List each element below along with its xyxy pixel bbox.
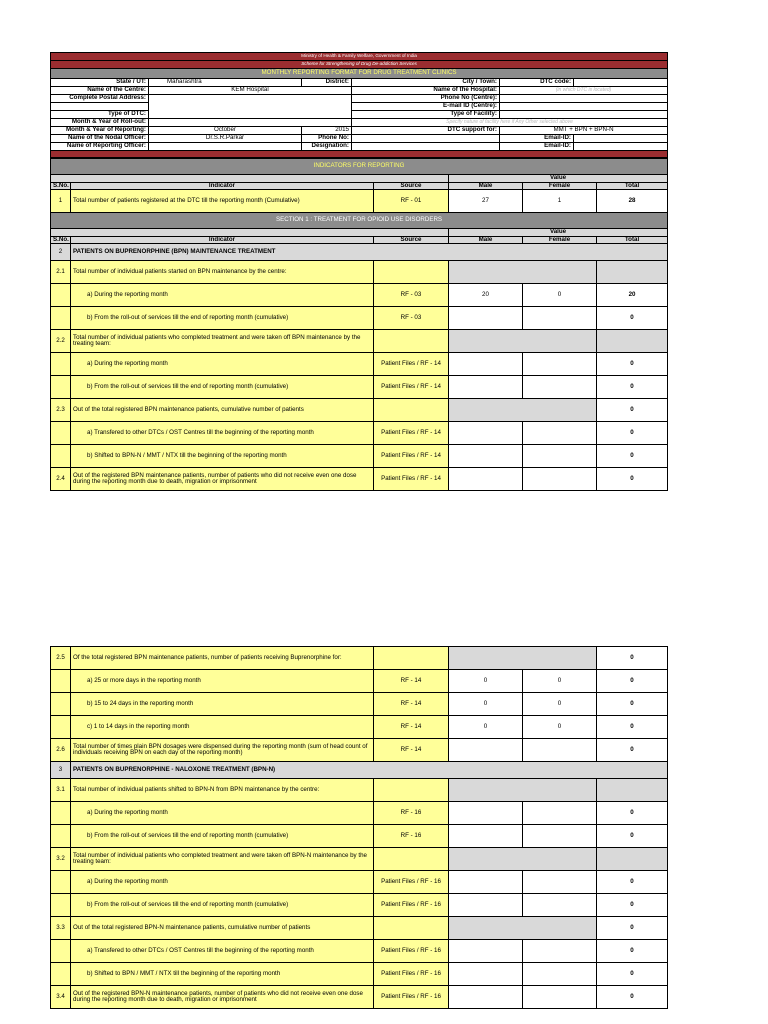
row-source: Patient Files / RF - 16 [374, 940, 449, 963]
row-total: 0 [597, 468, 668, 491]
row-sno: 3.2 [51, 848, 71, 871]
row-total: 0 [597, 376, 668, 399]
row-source: Patient Files / RF - 14 [374, 422, 449, 445]
source-header-2: Source [374, 236, 449, 244]
type-facility-value[interactable] [500, 111, 668, 119]
row-value-blank [449, 330, 597, 353]
centre-value[interactable]: KEM Hospital [149, 87, 352, 95]
row-female[interactable] [523, 445, 597, 468]
row-indicator: b) Shifted to BPN / MMT / NTX till the beginning of the reporting month [71, 963, 374, 986]
row-female[interactable] [523, 353, 597, 376]
row-sno [51, 693, 71, 716]
row-female[interactable]: 1 [523, 190, 597, 213]
row-indicator: a) Transfered to other DTCs / OST Centres till the beginning of the reporting month [71, 940, 374, 963]
row-source: RF - 14 [374, 693, 449, 716]
row-value-blank [449, 647, 597, 670]
row-indicator: a) During the reporting month [71, 353, 374, 376]
row-value-blank [449, 261, 597, 284]
type-facility-label: Type of Facility: [352, 111, 500, 119]
designation-value[interactable] [352, 143, 500, 151]
row-female[interactable] [523, 940, 597, 963]
group-title: PATIENTS ON BUPRENORPHINE - NALOXONE TREATMENT (BPN-N) [71, 762, 668, 779]
phone-no-label: Phone No: [302, 135, 352, 143]
row-indicator: a) During the reporting month [71, 802, 374, 825]
row-value-blank [449, 399, 597, 422]
row-female[interactable]: 0 [523, 670, 597, 693]
row-sno: 3.4 [51, 986, 71, 1009]
table-row [51, 894, 668, 917]
row-sno [51, 284, 71, 307]
district-label: District: [302, 79, 352, 87]
row-total [597, 779, 668, 802]
row-indicator: Out of the registered BPN-N maintenance patients, number of patients who did not receive even one dose during the reporting month due to death, migration or imprisonment [71, 986, 374, 1009]
row-male[interactable]: 0 [449, 716, 523, 739]
centre-label: Name of the Centre: [51, 87, 149, 95]
row-female[interactable] [523, 802, 597, 825]
sno-header-2: S.No. [51, 236, 71, 244]
table-row [51, 802, 668, 825]
row-source: Patient Files / RF - 14 [374, 353, 449, 376]
row-value-blank [449, 779, 597, 802]
row-source: Patient Files / RF - 14 [374, 468, 449, 491]
table-row [51, 917, 668, 940]
row-male[interactable]: 0 [449, 693, 523, 716]
row-male[interactable] [449, 825, 523, 848]
row-total: 0 [597, 670, 668, 693]
row-source [374, 330, 449, 353]
row-female[interactable] [523, 739, 597, 762]
row-total: 0 [597, 422, 668, 445]
row-male[interactable] [449, 871, 523, 894]
row-total: 0 [597, 445, 668, 468]
row-total [597, 330, 668, 353]
row-male[interactable] [449, 894, 523, 917]
row-indicator: Total number of individual patients who completed treatment and were taken off BPN maintenance by the treating team: [71, 330, 374, 353]
row-total: 0 [597, 802, 668, 825]
row-sno [51, 353, 71, 376]
row-source [374, 779, 449, 802]
table-row [51, 376, 668, 399]
female-header: Female [523, 182, 597, 190]
row-sno [51, 670, 71, 693]
row-total: 0 [597, 940, 668, 963]
dtc-code-label: DTC code: [500, 79, 574, 87]
row-sno [51, 802, 71, 825]
table-row [51, 848, 668, 871]
table-row [51, 762, 668, 779]
row-sno: 1 [51, 190, 71, 213]
row-total: 0 [597, 693, 668, 716]
dtc-support-label: DTC support for: [352, 127, 500, 135]
state-value[interactable]: Maharashtra [149, 79, 302, 87]
row-total: 0 [597, 353, 668, 376]
indicator-header-2: Indicator [71, 236, 374, 244]
row-source [374, 647, 449, 670]
report-page-1 [50, 52, 667, 491]
row-indicator: a) During the reporting month [71, 284, 374, 307]
row-source: RF - 14 [374, 739, 449, 762]
row-female[interactable]: 0 [523, 284, 597, 307]
row-indicator: Total number of individual patients started on BPN maintenance by the centre: [71, 261, 374, 284]
row-value-blank [449, 917, 597, 940]
reporting-officer-label: Name of Reporting Officer: [51, 143, 149, 151]
row-female[interactable] [523, 376, 597, 399]
male-header: Male [449, 182, 523, 190]
reporting-year[interactable]: 2015 [302, 127, 352, 135]
row-indicator: b) From the roll-out of services till the end of reporting month (cumulative) [71, 825, 374, 848]
row-sno [51, 376, 71, 399]
reporting-label: Month & Year of Reporting: [51, 127, 149, 135]
hospital-label: Name of the Hospital: [352, 87, 500, 95]
value-header-2: Value [449, 229, 668, 237]
row-indicator: b) From the roll-out of services till the end of reporting month (cumulative) [71, 376, 374, 399]
rollout-value[interactable] [149, 119, 352, 127]
table-row [51, 871, 668, 894]
nodal-value[interactable]: Dr.S.R.Parkar [149, 135, 302, 143]
email-id2-value[interactable] [574, 143, 668, 151]
table-row [51, 445, 668, 468]
reporting-officer-value[interactable] [149, 143, 302, 151]
row-indicator: a) Transfered to other DTCs / OST Centres till the beginning of the reporting month [71, 422, 374, 445]
table-row [51, 307, 668, 330]
row-total: 0 [597, 963, 668, 986]
table-row [51, 647, 668, 670]
row-male[interactable]: 0 [449, 670, 523, 693]
row-total: 0 [597, 647, 668, 670]
row-sno: 3.3 [51, 917, 71, 940]
row-indicator: a) During the reporting month [71, 871, 374, 894]
row-indicator: b) 15 to 24 days in the reporting month [71, 693, 374, 716]
row-sno [51, 716, 71, 739]
row-sno: 2.4 [51, 468, 71, 491]
table-row [51, 986, 668, 1009]
row-source: Patient Files / RF - 14 [374, 376, 449, 399]
group-sno: 2 [51, 244, 71, 261]
row-source [374, 848, 449, 871]
row-source: RF - 01 [374, 190, 449, 213]
row-total: 28 [597, 190, 668, 213]
row-source: RF - 14 [374, 716, 449, 739]
report-page-2 [50, 646, 667, 1009]
table-row [51, 190, 668, 213]
scheme-title: Scheme for Strengthening of Drug De-addiction Services [51, 61, 668, 69]
row-source: Patient Files / RF - 16 [374, 963, 449, 986]
row-source [374, 917, 449, 940]
group-title: PATIENTS ON BUPRENORPHINE (BPN) MAINTENANCE TREATMENT [71, 244, 668, 261]
female-header-2: Female [523, 236, 597, 244]
row-female[interactable] [523, 422, 597, 445]
row-total: 0 [597, 917, 668, 940]
row-male[interactable] [449, 422, 523, 445]
table-row [51, 779, 668, 802]
row-indicator: c) 1 to 14 days in the reporting month [71, 716, 374, 739]
row-source: RF - 03 [374, 307, 449, 330]
row-indicator: Out of the registered BPN maintenance patients, number of patients who did not receive even one dose during the reporting month due to death, migration or imprisonment [71, 468, 374, 491]
source-header: Source [374, 182, 449, 190]
row-sno [51, 940, 71, 963]
table-row [51, 399, 668, 422]
row-source: RF - 16 [374, 825, 449, 848]
row-source [374, 261, 449, 284]
row-total: 0 [597, 825, 668, 848]
row-source [374, 399, 449, 422]
table-row [51, 353, 668, 376]
rollout-label: Month & Year of Roll-out: [51, 119, 149, 127]
phone-centre-label: Phone No (Centre): [352, 95, 500, 103]
row-male[interactable] [449, 739, 523, 762]
row-male[interactable]: 20 [449, 284, 523, 307]
row-sno [51, 963, 71, 986]
row-sno: 2.1 [51, 261, 71, 284]
ministry-title: Ministry of Health & Family Welfare, Government of India [51, 53, 668, 61]
row-indicator: Out of the total registered BPN maintenance patients, cumulative number of patients [71, 399, 374, 422]
phone-no-value[interactable] [352, 135, 500, 143]
row-sno: 2.2 [51, 330, 71, 353]
indicator-table-1 [50, 158, 668, 491]
facility-note: Specify nature of facility here if Any Other selected above [352, 119, 668, 127]
row-total: 0 [597, 307, 668, 330]
format-title: MONTHLY REPORTING FORMAT FOR DRUG TREATMENT CLINICS [51, 69, 668, 79]
table-row [51, 670, 668, 693]
row-source: RF - 03 [374, 284, 449, 307]
phone-centre-value[interactable] [500, 95, 668, 103]
indicator-table-2 [50, 646, 668, 1009]
table-row [51, 330, 668, 353]
row-total: 0 [597, 894, 668, 917]
row-female[interactable]: 0 [523, 693, 597, 716]
value-header: Value [449, 175, 668, 183]
group-sno: 3 [51, 762, 71, 779]
email-id2-label: Email-ID: [500, 143, 574, 151]
row-sno [51, 825, 71, 848]
row-indicator: Out of the total registered BPN-N maintenance patients, cumulative number of patients [71, 917, 374, 940]
row-source: RF - 16 [374, 802, 449, 825]
reporting-month[interactable]: October [149, 127, 302, 135]
row-indicator: b) From the roll-out of services till the end of reporting month (cumulative) [71, 307, 374, 330]
row-male[interactable] [449, 307, 523, 330]
total-header-2: Total [597, 236, 668, 244]
nodal-label: Name of the Nodal Officer: [51, 135, 149, 143]
table-row [51, 739, 668, 762]
table-row [51, 963, 668, 986]
page1-rows [51, 244, 668, 491]
row-male[interactable] [449, 468, 523, 491]
row-male[interactable] [449, 963, 523, 986]
row-female[interactable]: 0 [523, 716, 597, 739]
row-sno [51, 871, 71, 894]
row-male[interactable] [449, 353, 523, 376]
row-sno: 2.3 [51, 399, 71, 422]
row-female[interactable] [523, 871, 597, 894]
row-total: 0 [597, 399, 668, 422]
email-centre-value[interactable] [500, 103, 668, 111]
table-row [51, 468, 668, 491]
row-indicator: Total number of individual patients who completed treatment and were taken off BPN-N maintenance by the treating team: [71, 848, 374, 871]
header-info-table [50, 52, 668, 158]
row-indicator: b) Shifted to BPN-N / MMT / NTX till the beginning of the reporting month [71, 445, 374, 468]
indicator-header: Indicator [71, 182, 374, 190]
row-indicator: Of the total registered BPN maintenance patients, number of patients receiving Buprenorphine for: [71, 647, 374, 670]
dtc-support-value[interactable]: MMT + BPN + BPN-N [500, 127, 668, 135]
page2-rows [51, 647, 668, 1009]
row-indicator: b) From the roll-out of services till the end of reporting month (cumulative) [71, 894, 374, 917]
row-male[interactable] [449, 940, 523, 963]
type-dtc-label: Type of DTC: [51, 111, 149, 119]
sno-header: S.No. [51, 182, 71, 190]
row-male[interactable] [449, 376, 523, 399]
row-sno: 2.6 [51, 739, 71, 762]
indicators-title: INDICATORS FOR REPORTING [51, 159, 668, 175]
row-male[interactable] [449, 986, 523, 1009]
row-sno: 2.5 [51, 647, 71, 670]
table-row [51, 284, 668, 307]
row-source: Patient Files / RF - 16 [374, 986, 449, 1009]
section1-title: SECTION 1 : TREATMENT FOR OPIOID USE DISORDERS [51, 213, 668, 229]
row-source: Patient Files / RF - 16 [374, 894, 449, 917]
row-male[interactable] [449, 445, 523, 468]
dtc-code-value[interactable] [574, 79, 668, 87]
row-total: 0 [597, 716, 668, 739]
table-row [51, 693, 668, 716]
state-label: State / UT: [51, 79, 149, 87]
table-row [51, 244, 668, 261]
table-row [51, 422, 668, 445]
row-source: RF - 14 [374, 670, 449, 693]
row-male[interactable] [449, 802, 523, 825]
row-total: 0 [597, 986, 668, 1009]
hospital-note[interactable]: (in which DTC is located) [500, 87, 668, 95]
table-row [51, 716, 668, 739]
row-female[interactable] [523, 963, 597, 986]
row-total: 0 [597, 739, 668, 762]
row-total: 0 [597, 871, 668, 894]
row-indicator: Total number of patients registered at the DTC till the reporting month (Cumulative) [71, 190, 374, 213]
row-total: 20 [597, 284, 668, 307]
email-id-value[interactable] [574, 135, 668, 143]
row-male[interactable]: 27 [449, 190, 523, 213]
row-sno [51, 894, 71, 917]
row-sno: 3.1 [51, 779, 71, 802]
address-label: Complete Postal Address: [51, 95, 149, 103]
row-sno [51, 445, 71, 468]
row-female[interactable] [523, 894, 597, 917]
row-female[interactable] [523, 825, 597, 848]
total-header: Total [597, 182, 668, 190]
row-female[interactable] [523, 468, 597, 491]
row-indicator: Total number of times plain BPN dosages were dispensed during the reporting month (sum of head count of individuals receiving BPN on each day of the reporting month) [71, 739, 374, 762]
row-source: Patient Files / RF - 16 [374, 871, 449, 894]
row-female[interactable] [523, 986, 597, 1009]
row-female[interactable] [523, 307, 597, 330]
row-indicator: Total number of individual patients shifted to BPN-N from BPN maintenance by the centre: [71, 779, 374, 802]
designation-label: Designation: [302, 143, 352, 151]
row-source: Patient Files / RF - 14 [374, 445, 449, 468]
row-sno [51, 422, 71, 445]
table-row [51, 825, 668, 848]
row-sno [51, 307, 71, 330]
row-value-blank [449, 848, 597, 871]
email-id-label: Email-ID: [500, 135, 574, 143]
table-row [51, 261, 668, 284]
city-label: City / Town: [352, 79, 500, 87]
table-row [51, 940, 668, 963]
row-indicator: a) 25 or more days in the reporting month [71, 670, 374, 693]
row-total [597, 261, 668, 284]
email-centre-label: E-mail ID (Centre): [352, 103, 500, 111]
male-header-2: Male [449, 236, 523, 244]
row-total [597, 848, 668, 871]
address-value[interactable] [149, 95, 352, 119]
